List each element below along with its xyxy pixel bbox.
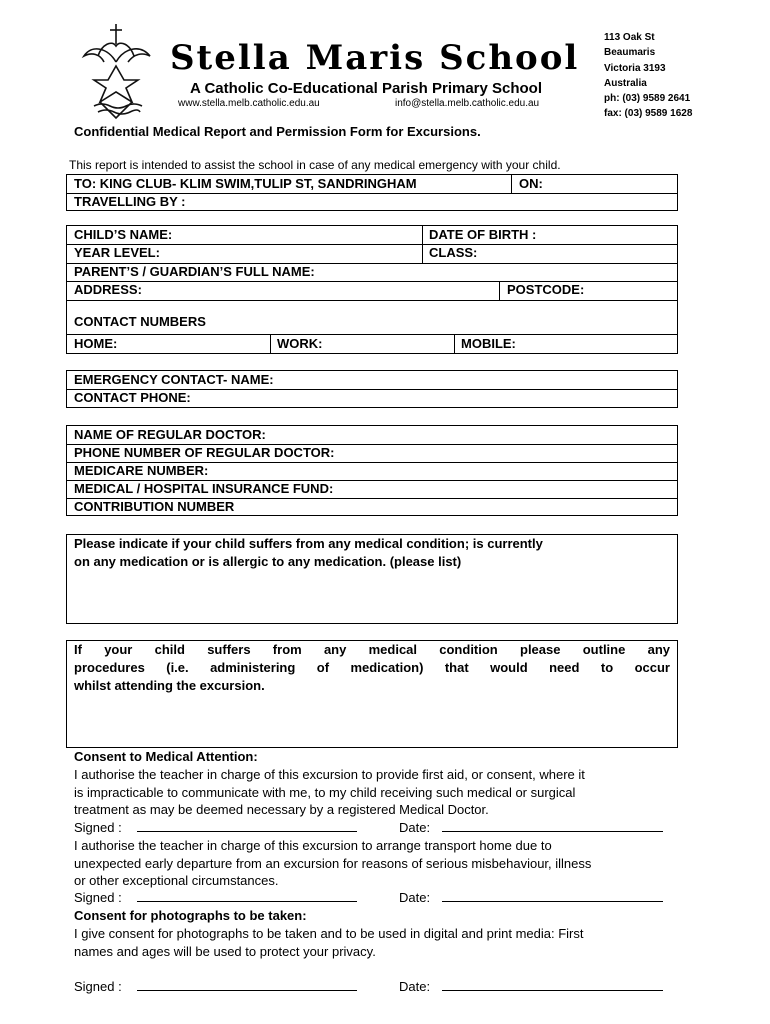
fax-line: fax: (03) 9589 1628: [604, 108, 693, 120]
school-crest-logo: [78, 22, 158, 120]
work-phone-field[interactable]: WORK:: [277, 336, 323, 351]
emergency-contact-box: [66, 370, 678, 408]
school-email: info@stella.melb.catholic.edu.au: [395, 98, 540, 109]
consent-medical-heading: Consent to Medical Attention:: [74, 749, 258, 764]
doctor-details-box: [66, 425, 678, 516]
signature-line[interactable]: [137, 831, 357, 832]
signature-line[interactable]: [137, 990, 357, 991]
parent-name-field[interactable]: PARENT’S / GUARDIAN’S FULL NAME:: [74, 264, 315, 279]
phone-line: ph: (03) 9589 2641: [604, 93, 691, 105]
date-label: Date:: [399, 890, 431, 905]
signature-line[interactable]: [137, 901, 357, 902]
signed-label: Signed :: [74, 979, 122, 994]
intro-text: This report is intended to assist the school in case of any medical emergency with your child.: [69, 158, 561, 172]
school-name: Stella Maris School: [170, 38, 580, 78]
mobile-phone-field[interactable]: MOBILE:: [461, 336, 516, 351]
date-of-birth-field[interactable]: DATE OF BIRTH :: [429, 227, 537, 242]
contact-numbers-label: CONTACT NUMBERS: [74, 314, 206, 329]
contribution-number-field[interactable]: CONTRIBUTION NUMBER: [74, 499, 235, 514]
procedures-line: whilst attending the excursion.: [74, 678, 265, 693]
postcode-field[interactable]: POSTCODE:: [507, 282, 585, 297]
excursion-to-field[interactable]: TO: KING CLUB- KLIM SWIM,TULIP ST, SANDRINGHAM: [74, 176, 417, 191]
medical-condition-line: Please indicate if your child suffers from any medical condition; is currently: [74, 536, 543, 551]
consent-text-line: unexpected early departure from an excursion for reasons of serious misbehaviour, illness: [74, 856, 592, 871]
signed-label: Signed :: [74, 890, 122, 905]
emergency-contact-phone-field[interactable]: CONTACT PHONE:: [74, 390, 191, 405]
consent-text-line: I authorise the teacher in charge of this excursion to provide first aid, or consent, where it: [74, 767, 585, 782]
year-level-field[interactable]: YEAR LEVEL:: [74, 245, 160, 260]
consent-text-line: is impracticable to communicate with me, to my child receiving such medical or surgical: [74, 785, 576, 800]
address-line: 113 Oak St: [604, 32, 655, 43]
school-address-block: [604, 30, 692, 122]
date-line[interactable]: [442, 831, 663, 832]
procedures-line: If your child suffers from any medical condition please outline any: [74, 642, 670, 657]
consent-photo-heading: Consent for photographs to be taken:: [74, 908, 307, 923]
travelling-by-field[interactable]: TRAVELLING BY :: [74, 194, 186, 209]
emergency-contact-name-field[interactable]: EMERGENCY CONTACT- NAME:: [74, 372, 274, 387]
insurance-fund-field[interactable]: MEDICAL / HOSPITAL INSURANCE FUND:: [74, 481, 334, 496]
child-details-box: [66, 225, 678, 354]
signed-label: Signed :: [74, 820, 122, 835]
date-line[interactable]: [442, 990, 663, 991]
medical-condition-box[interactable]: [66, 534, 678, 624]
address-line: Australia: [604, 77, 647, 89]
doctor-phone-field[interactable]: PHONE NUMBER OF REGULAR DOCTOR:: [74, 445, 335, 460]
excursion-on-field[interactable]: ON:: [519, 176, 543, 191]
consent-text-line: treatment as may be deemed necessary by a registered Medical Doctor.: [74, 802, 489, 817]
address-field[interactable]: ADDRESS:: [74, 282, 142, 297]
home-phone-field[interactable]: HOME:: [74, 336, 118, 351]
medical-condition-line: on any medication or is allergic to any medication. (please list): [74, 554, 462, 569]
procedures-box[interactable]: [66, 640, 678, 748]
child-name-field[interactable]: CHILD’S NAME:: [74, 227, 173, 242]
consent-text-line: names and ages will be used to protect your privacy.: [74, 944, 376, 959]
doctor-name-field[interactable]: NAME OF REGULAR DOCTOR:: [74, 427, 266, 442]
address-line: Victoria 3193: [604, 62, 666, 74]
date-label: Date:: [399, 979, 431, 994]
form-title: Confidential Medical Report and Permission Form for Excursions.: [74, 124, 481, 139]
date-label: Date:: [399, 820, 431, 835]
excursion-box: [66, 174, 678, 211]
consent-text-line: or other exceptional circumstances.: [74, 873, 279, 888]
class-field[interactable]: CLASS:: [429, 245, 478, 260]
school-website: www.stella.melb.catholic.edu.au: [178, 98, 320, 109]
date-line[interactable]: [442, 901, 663, 902]
school-tagline: A Catholic Co-Educational Parish Primary School: [190, 80, 543, 97]
medicare-number-field[interactable]: MEDICARE NUMBER:: [74, 463, 209, 478]
consent-text-line: I authorise the teacher in charge of this excursion to arrange transport home due to: [74, 838, 552, 853]
consent-text-line: I give consent for photographs to be taken and to be used in digital and print media: First: [74, 926, 584, 941]
address-line: Beaumaris: [604, 47, 656, 59]
procedures-line: procedures (i.e. administering of medication) that would need to occur: [74, 660, 670, 675]
